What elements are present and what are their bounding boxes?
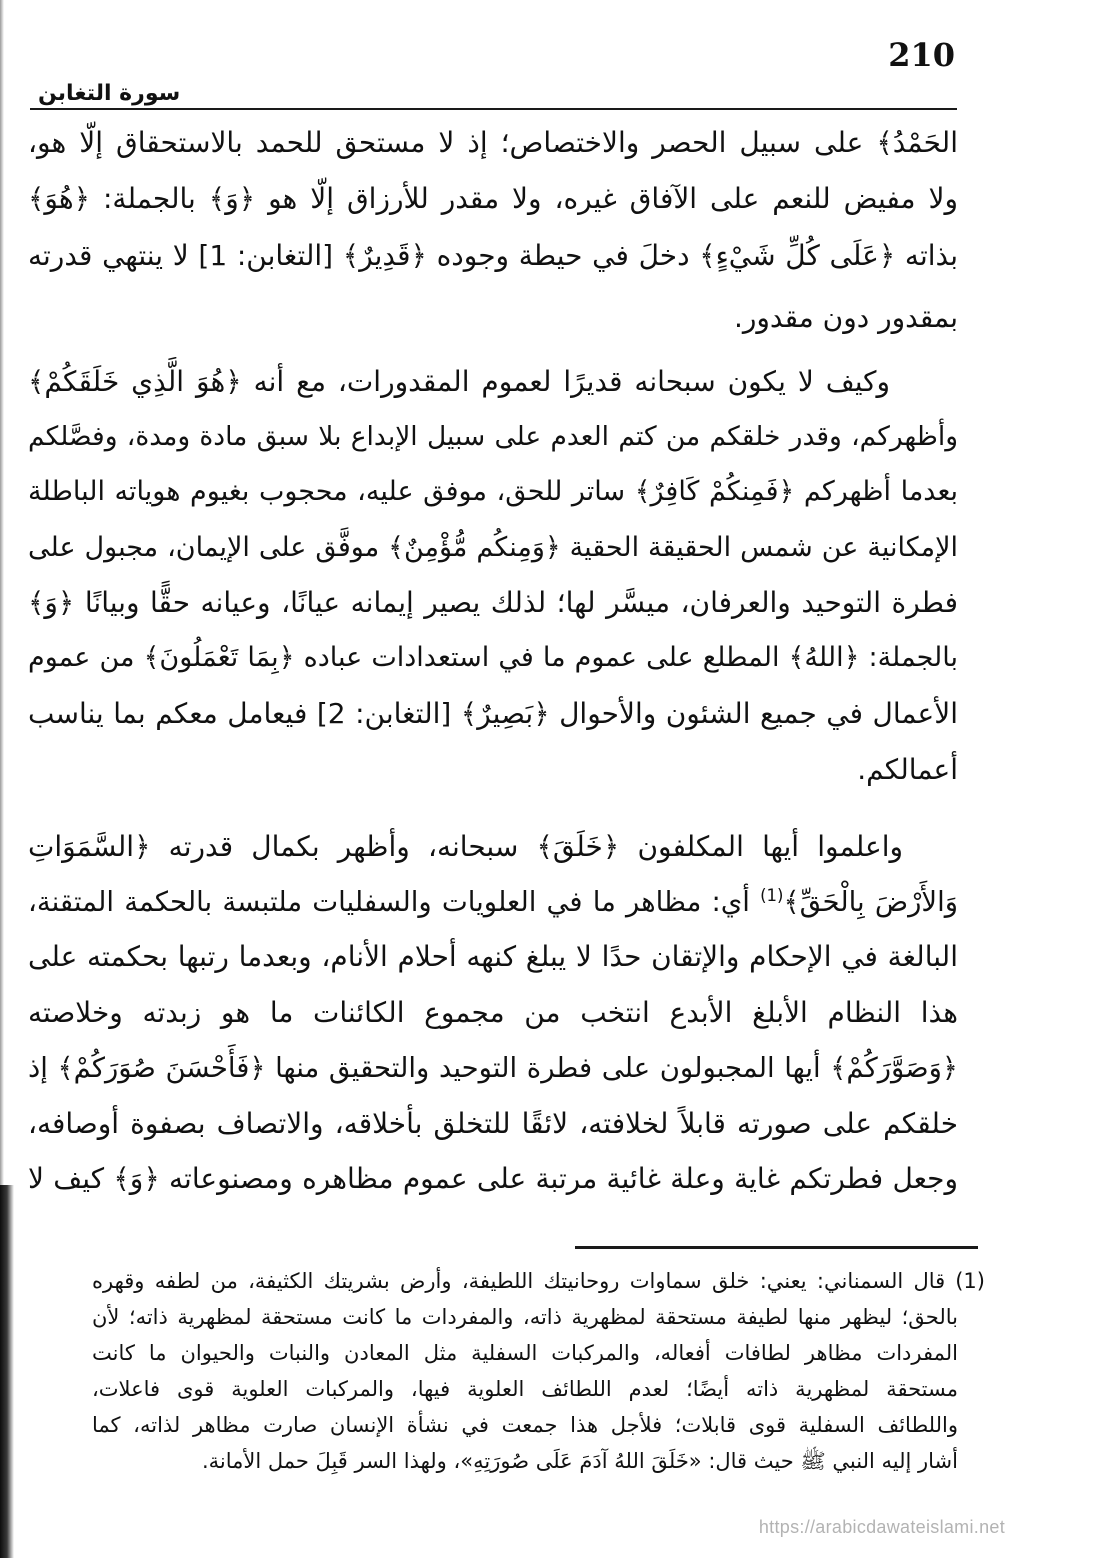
body-line: الحَمْدُ﴾ على سبيل الحصر والاختصاص؛ إذ لا مستحق للحمد بالاستحقاق إلّا هو،: [28, 126, 958, 159]
footnote-line: [92, 1264, 985, 1298]
scan-edge-shadow: [0, 1185, 14, 1558]
body-line: البالغة في الإحكام والإتقان حدًا لا يبلغ كنهه أحلام الأنام، وبعدما رتبها بحكمته على: [28, 940, 958, 973]
body-line: بذاته ﴿عَلَى كُلِّ شَيْءٍ﴾ دخلَ في حيطة وجوده ﴿قَدِيرٌ﴾ [التغابن: 1] لا ينتهي قدرته: [28, 239, 958, 272]
header-rule: [30, 108, 957, 110]
body-line: [28, 877, 958, 927]
body-line: أعمالكم.: [857, 753, 958, 786]
body-line: الإمكانية عن شمس الحقيقة الحقية ﴿وَمِنكُم مُّؤْمِنٌ﴾ موفَّق على الإيمان، مجبول على: [28, 532, 958, 563]
watermark-url: https://arabicdawateislami.net: [758, 1517, 1005, 1537]
scan-edge-shadow: [0, 0, 4, 1185]
body-line: ولا مفيض للنعم على الآفاق غيره، ولا مقدر للأرزاق إلّا هو ﴿وَ﴾ بالجملة: ﴿هُوَ﴾: [28, 182, 958, 215]
footnote-reference: (1): [760, 885, 784, 905]
body-line: ﴿وَصَوَّرَكُمْ﴾ أيها المجبولون على فطرة التوحيد والتحقيق منها ﴿فَأَحْسَنَ صُوَرَكُمْ﴾ إذ: [28, 1052, 958, 1084]
footnote-line: مستحقة لمظهرية ذاته أيضًا؛ لعدم اللطائف العلوية فيها، والمركبات العلوية قوى فاعلات،: [92, 1377, 958, 1401]
footnote-line: المفردات مظاهر لطافات أفعاله، والمركبات السفلية مثل المعادن والنبات والحيوان ما كانت: [92, 1341, 958, 1365]
body-line: بالجملة: ﴿اللهُ﴾ المطلع على عموم ما في استعدادات عباده ﴿بِمَا تَعْمَلُونَ﴾ من عموم: [28, 642, 958, 673]
body-line: بمقدور دون مقدور.: [733, 301, 958, 334]
body-line: وكيف لا يكون سبحانه قديرًا لعموم المقدورات، مع أنه ﴿هُوَ الَّذِي خَلَقَكُمْ﴾: [28, 365, 890, 398]
body-text: وَالأَرْضَ بِالْحَقِّ﴾: [783, 886, 958, 918]
footnote-marker: (1): [955, 1269, 985, 1293]
body-line: فطرة التوحيد والعرفان، ميسَّر لها؛ لذلك يصير إيمانه عيانًا، وعيانه حقًّا وبيانًا ﴿وَ﴾: [28, 586, 958, 619]
running-title: سورة التغابن: [38, 81, 181, 106]
body-text: أي: مظاهر ما في العلويات والسفليات ملتبسة بالحكمة المتقنة،: [28, 886, 761, 918]
body-line: وأظهركم، وقدر خلقكم من كتم العدم على سبيل الإبداع بلا سبق مادة ومدة، وفصَّلكم: [28, 421, 958, 452]
footnote-line: بالحق؛ ليظهر منها لطيفة مستحقة لمظهرية ذاته، والمفردات ما كانت مستحقة لمظهرية ذاته؛ لأن: [92, 1305, 958, 1329]
footnote-separator: [575, 1246, 978, 1249]
body-line: وجعل فطرتكم غاية وعلة غائية مرتبة على عموم مظاهره ومصنوعاته ﴿وَ﴾ كيف لا: [28, 1162, 958, 1195]
footnote-line: أشار إليه النبي ﷺ حيث قال: «خَلَقَ اللهُ آدَمَ عَلَى صُورَتِهِ»، ولهذا السر قَبِلَ حمل الأمانة.: [201, 1449, 958, 1473]
body-line: هذا النظام الأبلغ الأبدع انتخب من مجموع الكائنات ما هو زبدته وخلاصته: [28, 996, 958, 1029]
body-line: بعدما أظهركم ﴿فَمِنكُمْ كَافِرٌ﴾ ساتر للحق، موفق عليه، محجوب بغيوم هوياته الباطلة: [28, 476, 958, 507]
body-line: واعلموا أيها المكلفون ﴿خَلَقَ﴾ سبحانه، وأظهر بكمال قدرته ﴿السَّمَوَاتِ: [28, 830, 903, 863]
footnote-text: قال السمناني: يعني: خلق سماوات روحانيتك اللطيفة، وأرض بشريتك الكثيفة، من لطفه وقهره: [92, 1269, 946, 1293]
body-line: الأعمال في جميع الشئون والأحوال ﴿بَصِيرٌ﴾ [التغابن: 2] فيعامل معكم بما يناسب: [28, 697, 958, 730]
footnote-line: واللطائف السفلية قوى قابلات؛ فلأجل هذا جمعت في نشأة الإنسان صارت مظاهر لذاته، كما: [92, 1413, 958, 1437]
body-line: خلقكم على صورته قابلاً لخلافته، لائقًا للتخلق بأخلاقه، والاتصاف بصفوة أوصافه،: [28, 1107, 958, 1140]
page-number: 210: [888, 36, 955, 74]
